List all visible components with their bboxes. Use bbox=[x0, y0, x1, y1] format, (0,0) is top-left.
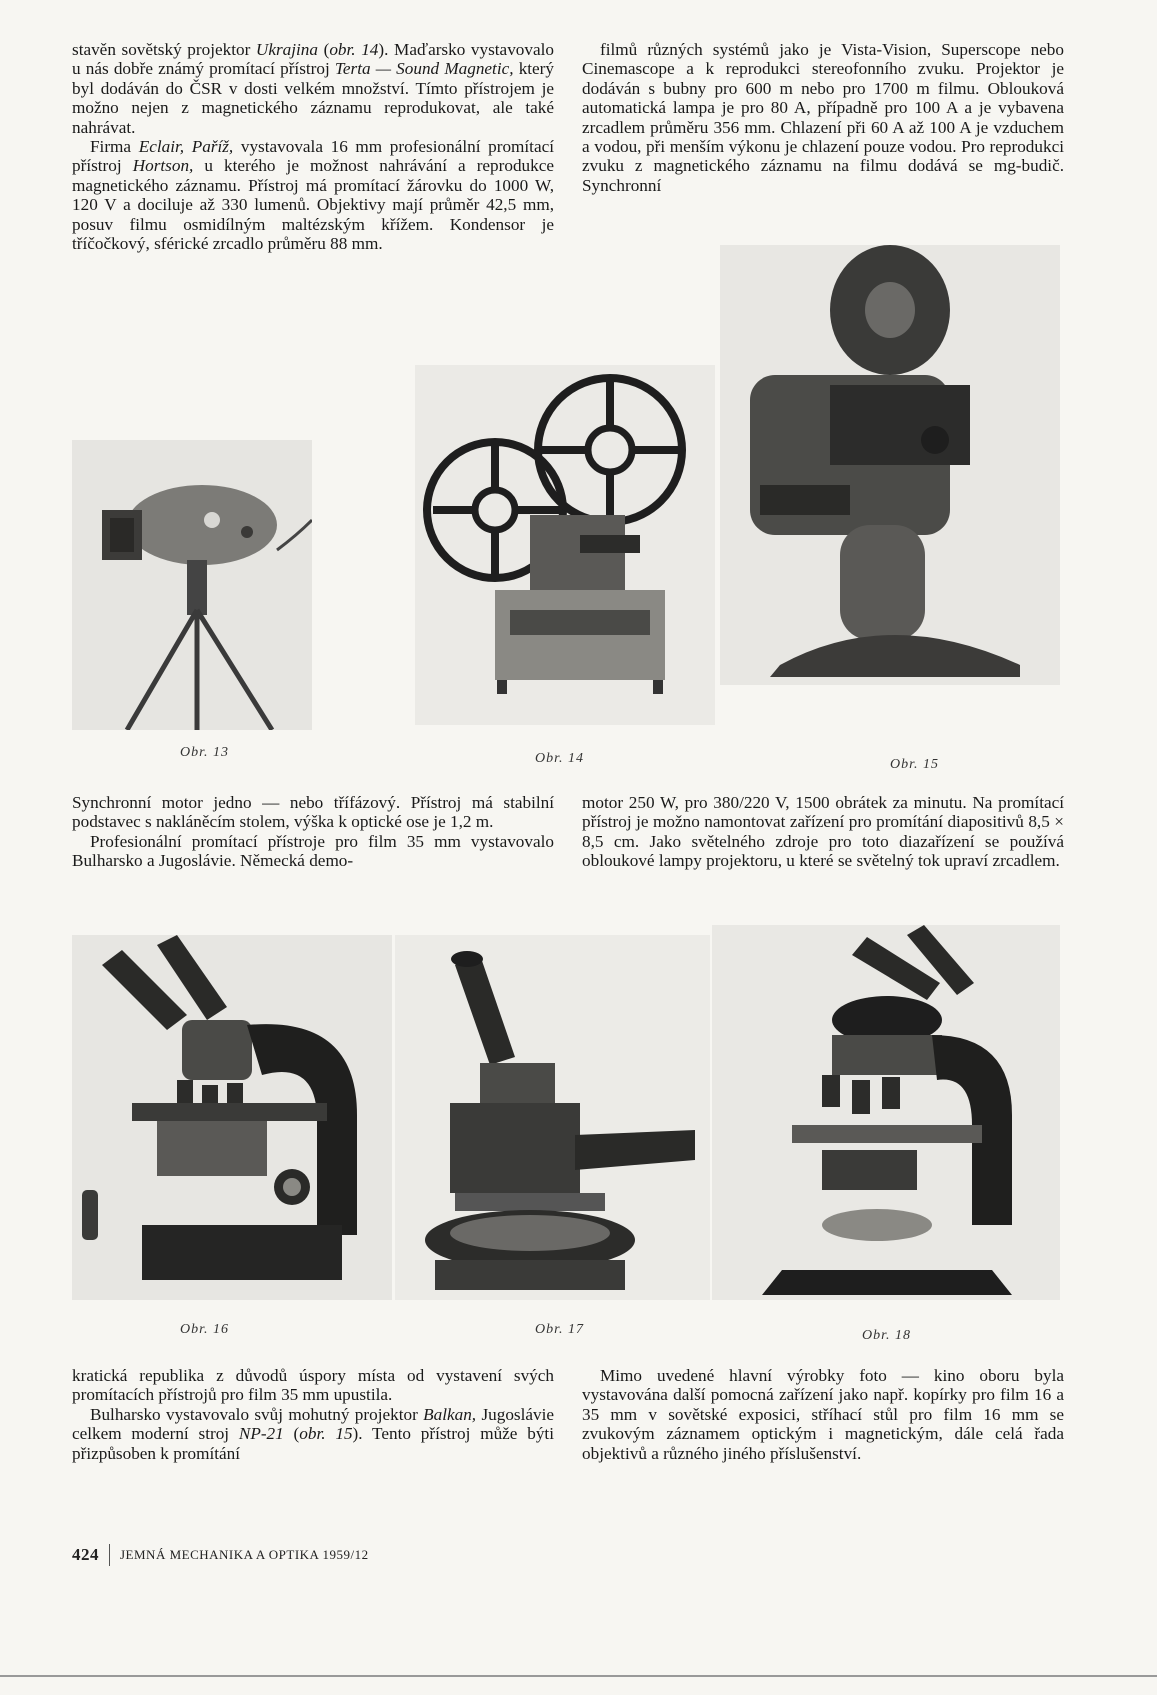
figure-13-caption: Obr. 13 bbox=[180, 745, 230, 760]
scan-edge-rule bbox=[0, 1675, 1157, 1677]
italic-term: Terta — Sound Magnetic, bbox=[334, 59, 514, 79]
paragraph: Synchronní motor jedno — nebo třífázový. Přístroj má stabilní podstavec s nakláněcím stolem, výška k optické ose je 1,2 m. bbox=[72, 793, 554, 832]
figure-17-caption: Obr. 17 bbox=[535, 1322, 585, 1337]
paragraph: Bulharsko vystavovalo svůj mohutný projektor Balkan, Jugoslávie celkem moderní stroj NP-21 (obr. 15). Tento přístroj může býti přizpůsoben k promítání bbox=[72, 1404, 554, 1463]
figure-18-caption: Obr. 18 bbox=[862, 1328, 912, 1343]
figure-14-caption: Obr. 14 bbox=[535, 751, 585, 766]
footer-divider bbox=[109, 1544, 110, 1566]
text-column-middle-right bbox=[582, 793, 1064, 871]
italic-term: obr. 15 bbox=[299, 1424, 353, 1444]
text-column-top-left bbox=[72, 40, 554, 253]
italic-term: Ukrajina bbox=[255, 40, 318, 59]
figure-16-binocular-microscope bbox=[72, 935, 392, 1300]
text-column-middle-left bbox=[72, 793, 554, 871]
paragraph: kratická republika z důvodů úspory místa od vystavení svých promítacích přístrojů pro film 35 mm upustila. bbox=[72, 1366, 554, 1405]
figure-17-monocular-microscope bbox=[395, 935, 710, 1300]
figure-16-caption: Obr. 16 bbox=[180, 1322, 230, 1337]
figure-13-camera-on-tripod bbox=[72, 440, 312, 730]
figure-14-reel-projector bbox=[415, 365, 715, 725]
text-column-top-right bbox=[582, 40, 1064, 195]
italic-term: NP-21 bbox=[238, 1424, 284, 1444]
paragraph: motor 250 W, pro 380/220 V, 1500 obrátek za minutu. Na promítací přístroj je možno namontovat zařízení pro promítání diapositivů 8,5 × 8,5 cm. Jako světelného zdroje pro toto diazařízení se používá obloukové lampy projektoru, u které se světelný tok upraví zrcadlem. bbox=[582, 793, 1064, 871]
paragraph: Profesionální promítací přístroje pro film 35 mm vystavovalo Bulharsko a Jugoslávie. Německá demo- bbox=[72, 831, 554, 871]
figure-15-stand-projector bbox=[720, 245, 1060, 685]
paragraph: filmů různých systémů jako je Vista-Vision, Superscope nebo Cinemascope a k reprodukci stereofonního zvuku. Projektor je dodáván s bubny pro 600 m nebo pro 1700 m filmu. Oblouková automatická lampa je pro 80 A, případně pro 100 A a je vybavena zrcadlem průměru 356 mm. Chlazení při 60 A až 100 A je vzduchem a vodou, při menším výkonu je chlazení pouze vodou. Pro reprodukci zvuku z magnetického záznamu na filmu dodává se mg-budič. Synchronní bbox=[582, 40, 1064, 195]
italic-term: Balkan, bbox=[423, 1404, 477, 1424]
page-footer bbox=[72, 1544, 369, 1566]
italic-term: obr. 14 bbox=[329, 40, 379, 59]
journal-title: JEMNÁ MECHANIKA A OPTIKA 1959/12 bbox=[120, 1547, 369, 1562]
italic-term: Hortson, bbox=[132, 156, 194, 176]
italic-term: Eclair, Paříž, bbox=[138, 137, 234, 157]
figure-18-laboratory-microscope bbox=[712, 925, 1060, 1300]
text-column-bottom-right bbox=[582, 1366, 1064, 1463]
figure-15-caption: Obr. 15 bbox=[890, 757, 940, 772]
text-column-bottom-left bbox=[72, 1366, 554, 1463]
paragraph: stavěn sovětský projektor Ukrajina (obr. 14). Maďarsko vystavovalo u nás dobře známý promítací přístroj Terta — Sound Magnetic, který byl dodáván do ČSR v dosti velkém množství. Tímto přístrojem je možno nejen z magnetického záznamu reprodukovat, ale také nahrávat. bbox=[72, 40, 555, 137]
paragraph: Mimo uvedené hlavní výrobky foto — kino oboru byla vystavována další pomocná zařízení jako např. kopírky pro film 16 a 35 mm v sovětské exposici, stříhací stůl pro film 16 mm se zvukovým záznamem optickým i magnetickým, dále celá řada objektivů a různého jiného příslušenství. bbox=[582, 1366, 1064, 1463]
page-number: 424 bbox=[72, 1545, 99, 1564]
paragraph: Firma Eclair, Paříž, vystavovala 16 mm profesionální promítací přístroj Hortson, u kterého je možnost nahrávání a reprodukce magnetického záznamu. Přístroj má promítací žárovku do 1000 W, 120 V a dociluje až 330 lumenů. Objektivy mají průměr 42,5 mm, posuv filmu osmidílným maltézským křížem. Kondensor je tříčočkový, sférické zrcadlo průměru 88 mm. bbox=[72, 137, 555, 254]
